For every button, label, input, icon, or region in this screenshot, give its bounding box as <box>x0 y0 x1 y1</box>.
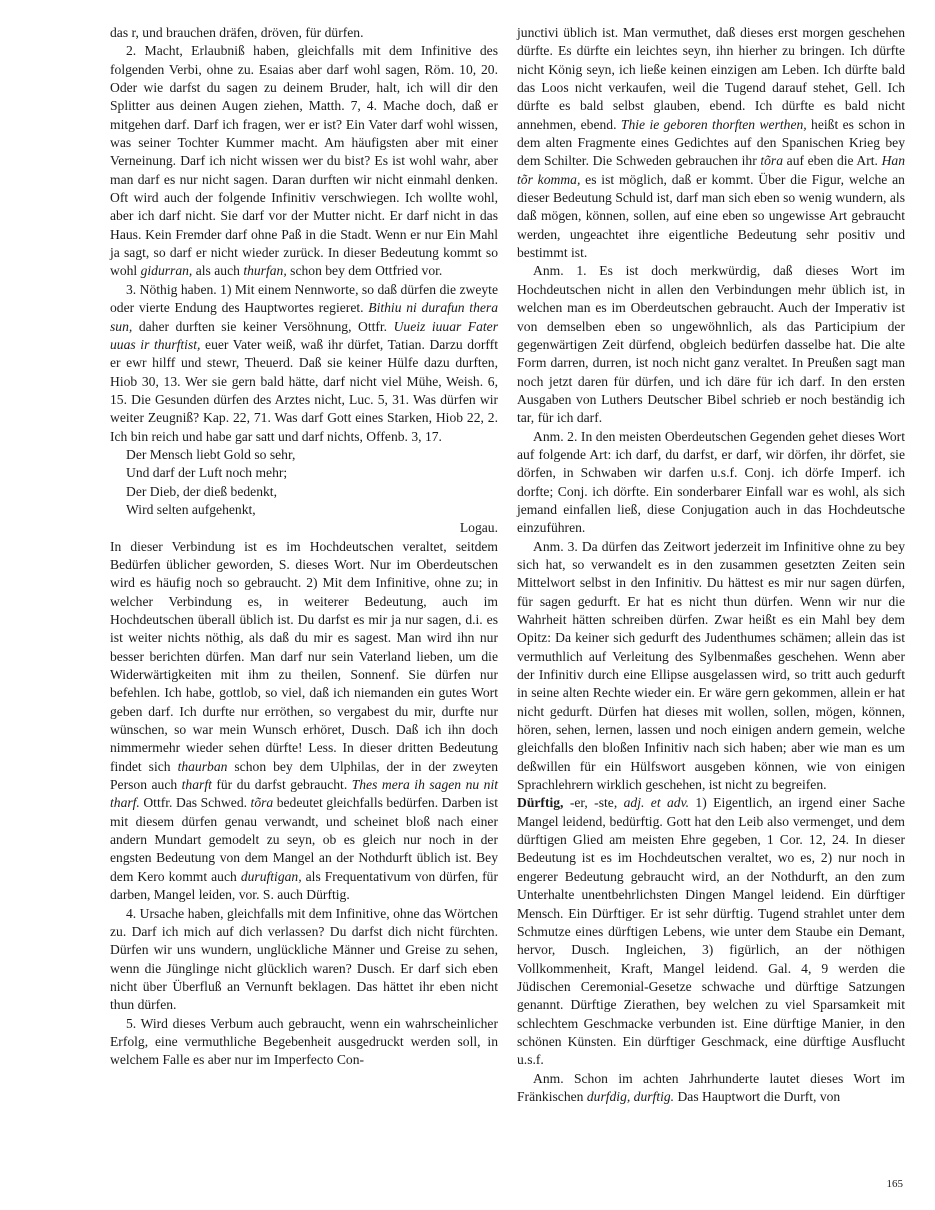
paragraph: junctivi üblich ist. Man vermuthet, daß dieses erst morgen geschehen dürfte. Es dürfte ein leichtes seyn, ihn hierher zu bringen. Ich dürfte nicht König seyn, ich ließe keinen einzigen am Leben. Ich dürfte bald das Loos nicht verkaufen, weil die Tugend darauf stehet, Gell. Ich dürfte es bald selbst glauben, ebend. Ich dürfte es bald nicht annehmen, ebend. Thie ie geboren thorften werthen, heißt es schon in dem alten Fragmente eines Gedichtes auf den Spanischen Krieg bey dem Schilter. Die Schweden gebrauchen ihr tõra auf eben die Art. Han tõr komma, es ist möglich, daß er kommt. Über die Figur, welche an dieser Bedeutung Schuld ist, darf man sich eben so wenig wundern, als daß mögen, können, sollen, auf eine eben so ungewisse Art gebraucht werden, ungeachtet ihre eigentliche Bedeutung sehr positiv und bestimmt ist. <box>517 25 905 261</box>
page-number: 165 <box>886 1178 903 1190</box>
paragraph: 4. Ursache haben, gleichfalls mit dem Infinitive, ohne das Wörtchen zu. Darf ich mich auf dich verlassen? Du darfst dich nicht fürchten. Dürfen wir uns wundern, unglückliche Männer und Greise zu sehen, wenn die Jünglinge nicht glücklich waren? Dusch. Er darf sich eben nicht über Überfluß an Vernunft beklagen. Das hättet ihr eben nicht thun dürfen. <box>110 905 498 1013</box>
paragraph: Anm. 3. Da dürfen das Zeitwort jederzeit im Infinitive ohne zu bey sich hat, so verwandelt es in den zusammen gesetzten Zeiten sein Mittelwort selbst in den Infinitiv. Du hättest es mir nur sagen dürfen, für sagen gedurft. Er hat es nicht thun dürfen. Wenn wir nur die Wahrheit hätten schreiben dürfen. Zwar heißt es ein Mahl bey dem Opitz: Da keiner sich gedurft des Judenthumes schämen; allein das ist vermuthlich auf Verleitung des Sylbenmaßes geschehen. Wenn aber der Infinitiv durch eine Ellipse ausgelassen wird, so tritt auch gedurft in seine alten Rechte wieder ein. Er wäre gern gekommen, allein er hat nicht gedurft. Dürfen hat dieses mit wollen, sollen, mögen, können, hören, sehen, lernen, lassen und noch einigen andern gemein, welche gleichfalls den bloßen Infinitiv nach sich haben; aber wie man es um deßwillen für ein Hülfswort ausgeben können, wie von einigen Sprachlehrern wirklich geschehen, ist nicht zu begreifen. <box>517 538 905 793</box>
dictionary-entry: Dürftig, -er, -ste, adj. et adv. 1) Eigentlich, an irgend einer Sache Mangel leidend, bedürftig. Gott hat den Leib also vermenget, und dem dürftigen Glied am meisten Ehre gegeben, 1 Cor. 12, 24. In dieser Bedeutung ist es im Hochdeutschen veraltet, wo es, 2) nur noch in engerer Bedeutung gebraucht wird, an der Nothdurft, an den zum Unterhalte unentbehrlichsten Dingen Mangel leidend. Ein dürftiger Mensch. Ein Dürftiger. Er ist sehr dürftig. Tugend strahlet unter dem Schmutze eines dürftigen Lebens, wie unter dem Staube ein Demant, hervor, Dusch. Ingleichen, 3) figürlich, an der nöthigen Vollkommenheit, Kraft, Mangel leidend. Gal. 4, 9 werden die Jüdischen Ceremonial-Gesetze schwache und dürftige Satzungen genannt. Dürftige Zierathen, bey welchen zu viel Sparsamkeit mit schlechtem Geschmacke verbunden ist. Eine dürftige Manier, in den schönen Künsten. Ein dürftiger Geschmack, eine dürftige Ausflucht u.s.f. <box>517 795 905 1068</box>
verse-line: Und darf der Luft noch mehr; <box>126 465 288 481</box>
paragraph: 3. Nöthig haben. 1) Mit einem Nennworte, so daß dürfen die zweyte oder vierte Endung des Hauptwortes regieret. Bithiu ni durafun thera sun, daher durften sie keiner Versöhnung, Ottfr. Uueiz iuuar Fater uuas ir thurftist, euer Vater weiß, waß ihr dürfet, Tatian. Darzu dorfft er ewr hilff und stewr, Theuerd. Daß sie keiner Hülfe dazu durften, Hiob 30, 13. Wer sie gern bald hätte, darf nicht viel Mühe, Weish. 6, 15. Die Gesunden dürfen des Arztes nicht, Luc. 5, 31. Was dürfen wir weiter Zeugniß? Kap. 22, 71. Was darf Gott eines Starken, Hiob 22, 2. Ich bin reich und habe gar satt und darf nichts, Offenb. 3, 17. <box>110 281 499 444</box>
verse-line: Wird selten aufgehenkt, <box>126 501 256 517</box>
right-column <box>517 24 905 1106</box>
paragraph: In dieser Verbindung ist es im Hochdeutschen veraltet, seitdem Bedürfen üblicher geworden, S. dieses Wort. Nur im Oberdeutschen wird es häufig noch so gebraucht. 2) Mit dem Infinitive, ohne zu; in welcher Verbindung es, in weiterer Bedeutung, auch im Hochdeutschen überall üblich ist. Du darfst es mir ja nur sagen, d.i. es ist weiter nichts nöthig, als daß du mir es sagest. Man wird ihn nur besser berichten dürfen. Man darf nur sein Vaterland lieben, um die Widerwärtigkeiten mit ihm zu theilen, Sonnenf. Sie dürfen nur befehlen. Ich habe, gottlob, so viel, daß ich niemanden ein gutes Wort geben darf. Ich durfte nur erröthen, so vergabest du mir, durfte nur wünschen, so war mein Wunsch erhöret, Dusch. Daß ich ihn doch nimmermehr wieder sehen dürfte! Less. In dieser dritten Bedeutung findet sich thaurban schon bey dem Ulphilas, der in der zweyten Person auch tharft für du darfst gebraucht. Thes mera ih sagen nu nit tharf. Ottfr. Das Schwed. tõra bedeutet gleichfalls bedürfen. Darben ist mit diesem dürfen genau verwandt, und scheinet bloß nach einer andern Mundart gemodelt zu seyn, ob es gleich nur noch in der engsten Bedeutung von dem Mangel an der Nothdurft üblich ist. Bey dem Kero kommt auch duruftigan, als Frequentativum von dürfen, für darben, Mangel leiden, vor. S. auch Dürftig. <box>110 538 498 903</box>
paragraph: das r, und brauchen dräfen, dröven, für dürfen. <box>110 25 364 40</box>
paragraph: 5. Wird dieses Verbum auch gebraucht, wenn ein wahrscheinlicher Erfolg, eine vermuthliche Begebenheit ausgedruckt werden soll, in welchem Falle es aber nur im Imperfecto Con- <box>110 1015 498 1068</box>
paragraph: 2. Macht, Erlaubniß haben, gleichfalls mit dem Infinitive des folgenden Verbi, ohne zu. Esaias aber darf wohl sagen, Röm. 10, 20. Oder wie darfst du sagen zu deinem Bruder, halt, ich will dir den Splitter aus deinen Augen ziehen, Matth. 7, 4. Mache doch, daß er mitgehen darf. Darf ich fragen, wer er ist? Ein Vater darf wohl wissen, was seiner Tochter Kummer macht. Am häufigsten aber mit einer Verneinung. Darf ich nicht wissen wer du bist? Es ist wohl wahr, aber man darf es nur nicht sagen. Daran durften wir nicht einmahl denken. Oft wird auch der folgende Infinitiv verschwiegen. Ich wollte wohl, aber ich darf nicht. Sie darf vor der Mutter nicht. Er darf nicht in das Haus. Kein Fremder darf ohne Paß in die Stadt. Wenn er nur Ein Mahl ja sagt, so darf er nicht wieder zurück. In dieser Bedeutung kommt so wohl gidurran, als auch thurfan, schon bey dem Ottfried vor. <box>110 43 498 279</box>
paragraph: Anm. Schon im achten Jahrhunderte lautet dieses Wort im Fränkischen durfdig, durftig. Das Hauptwort die Durft, von <box>517 1070 905 1104</box>
verse-line: Der Dieb, der dieß bedenkt, <box>126 483 277 499</box>
left-column <box>110 24 498 1070</box>
paragraph: Anm. 2. In den meisten Oberdeutschen Gegenden gehet dieses Wort auf folgende Art: ich darf, du darfst, er darf, wir dörfen, ihr dörfet, sie dörfen, in Schwaben wir darfen u.s.f. Conj. ich dörfe Imperf. ich dorfte; Conj. ich dörfte. Ein sonderbarer Einfall war es wohl, als sich jemand einfallen ließ, diese Conjugation auch in das Hochdeutsche einzuführen. <box>517 428 905 536</box>
verse-author: Logau. <box>459 520 498 536</box>
verse-line: Der Mensch liebt Gold so sehr, <box>126 446 296 462</box>
paragraph: Anm. 1. Es ist doch merkwürdig, daß dieses Wort im Hochdeutschen nicht in allen den Verbindungen mehr üblich ist, in welchen man es im Oberdeutschen gebraucht. Auch der Imperativ ist von demselben eben so ungewöhnlich, als das Participium der gegenwärtigen Zeit dürfend, obgleich bedürfen dasselbe hat. Die alte Form darren, durren, ist noch nicht ganz veraltet. In Preußen sagt man noch jetzt daren für dürfen, und ich däre für ich darf. In den ersten Ausgaben von Luthers Deutscher Bibel schrieb er noch beständig ich tar, für ich darf. <box>517 263 905 426</box>
entry-headword: Dürftig, <box>517 795 564 811</box>
